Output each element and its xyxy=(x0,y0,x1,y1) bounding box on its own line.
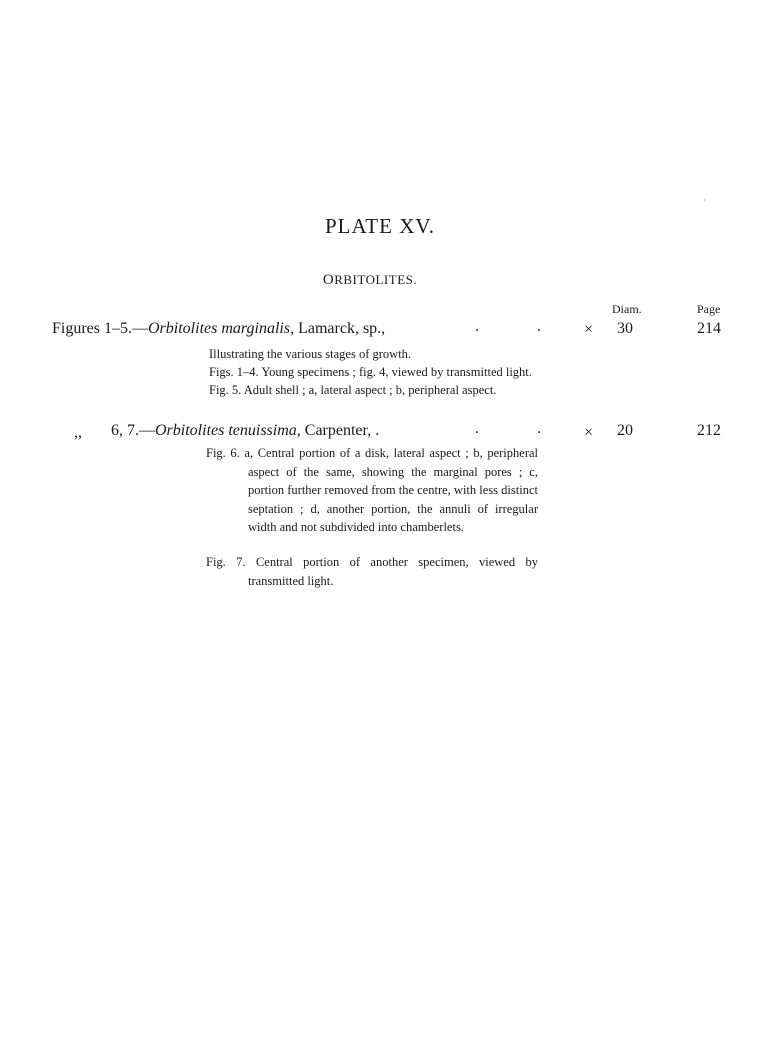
entry-1-leader-dot: . xyxy=(475,318,479,335)
entry-2-species: Orbitolites tenuissima xyxy=(155,422,297,439)
entry-2-ditto-mark: ,, xyxy=(74,424,82,441)
page-column-header: Page xyxy=(697,302,721,316)
diam-column-header: Diam. xyxy=(612,302,642,316)
entry-1-lead: Figures 1–5.— xyxy=(52,320,148,337)
entry-2-leader-dot: . xyxy=(537,420,541,437)
entry-1-diam: 30 xyxy=(617,320,633,337)
entry-2-lead: 6, 7.— xyxy=(111,422,155,439)
section-heading-initial: O xyxy=(322,272,335,288)
entry-1-note: Figs. 1–4. Young specimens ; fig. 4, viewed by transmitted light. xyxy=(209,365,532,379)
entry-2-page: 212 xyxy=(697,422,721,439)
entry-2-fig6-caption xyxy=(206,444,538,537)
section-heading xyxy=(0,272,740,289)
print-speck: · xyxy=(703,196,706,205)
fig6-label: Fig. 6. xyxy=(206,446,240,460)
entry-1-times-sign: × xyxy=(584,321,594,338)
entry-1-line xyxy=(52,320,385,338)
entry-2-author: , Carpenter, . xyxy=(296,422,380,439)
entry-2-line xyxy=(111,422,379,440)
entry-2-diam: 20 xyxy=(617,422,633,439)
fig6-text: a, Central portion of a disk, lateral aspect ; b, peripheral aspect of the same, showing the marginal pores ; c, portion further removed from the centre, with less distinct septation ; d, another portion, the annuli of irregular width and not subdivided into chamberlets. xyxy=(244,446,539,534)
entry-2-leader-dot: . xyxy=(475,420,479,437)
entry-1-page: 214 xyxy=(697,320,721,337)
section-heading-rest: RBITOLITES. xyxy=(334,272,418,287)
entry-1-leader-dot: . xyxy=(537,318,541,335)
fig7-text: Central portion of another specimen, viewed by transmitted light. xyxy=(248,555,538,588)
entry-2-times-sign: × xyxy=(584,424,594,441)
fig7-label: Fig. 7. xyxy=(206,555,246,569)
entry-1-note: Illustrating the various stages of growth. xyxy=(209,347,412,361)
entry-1-note: Fig. 5. Adult shell ; a, lateral aspect ; b, peripheral aspect. xyxy=(209,383,497,397)
plate-title: PLATE XV. xyxy=(324,214,436,238)
entry-2-fig7-caption xyxy=(206,553,538,590)
entry-1-author: , Lamarck, sp., xyxy=(290,320,386,337)
entry-1-species: Orbitolites marginalis xyxy=(148,320,291,337)
